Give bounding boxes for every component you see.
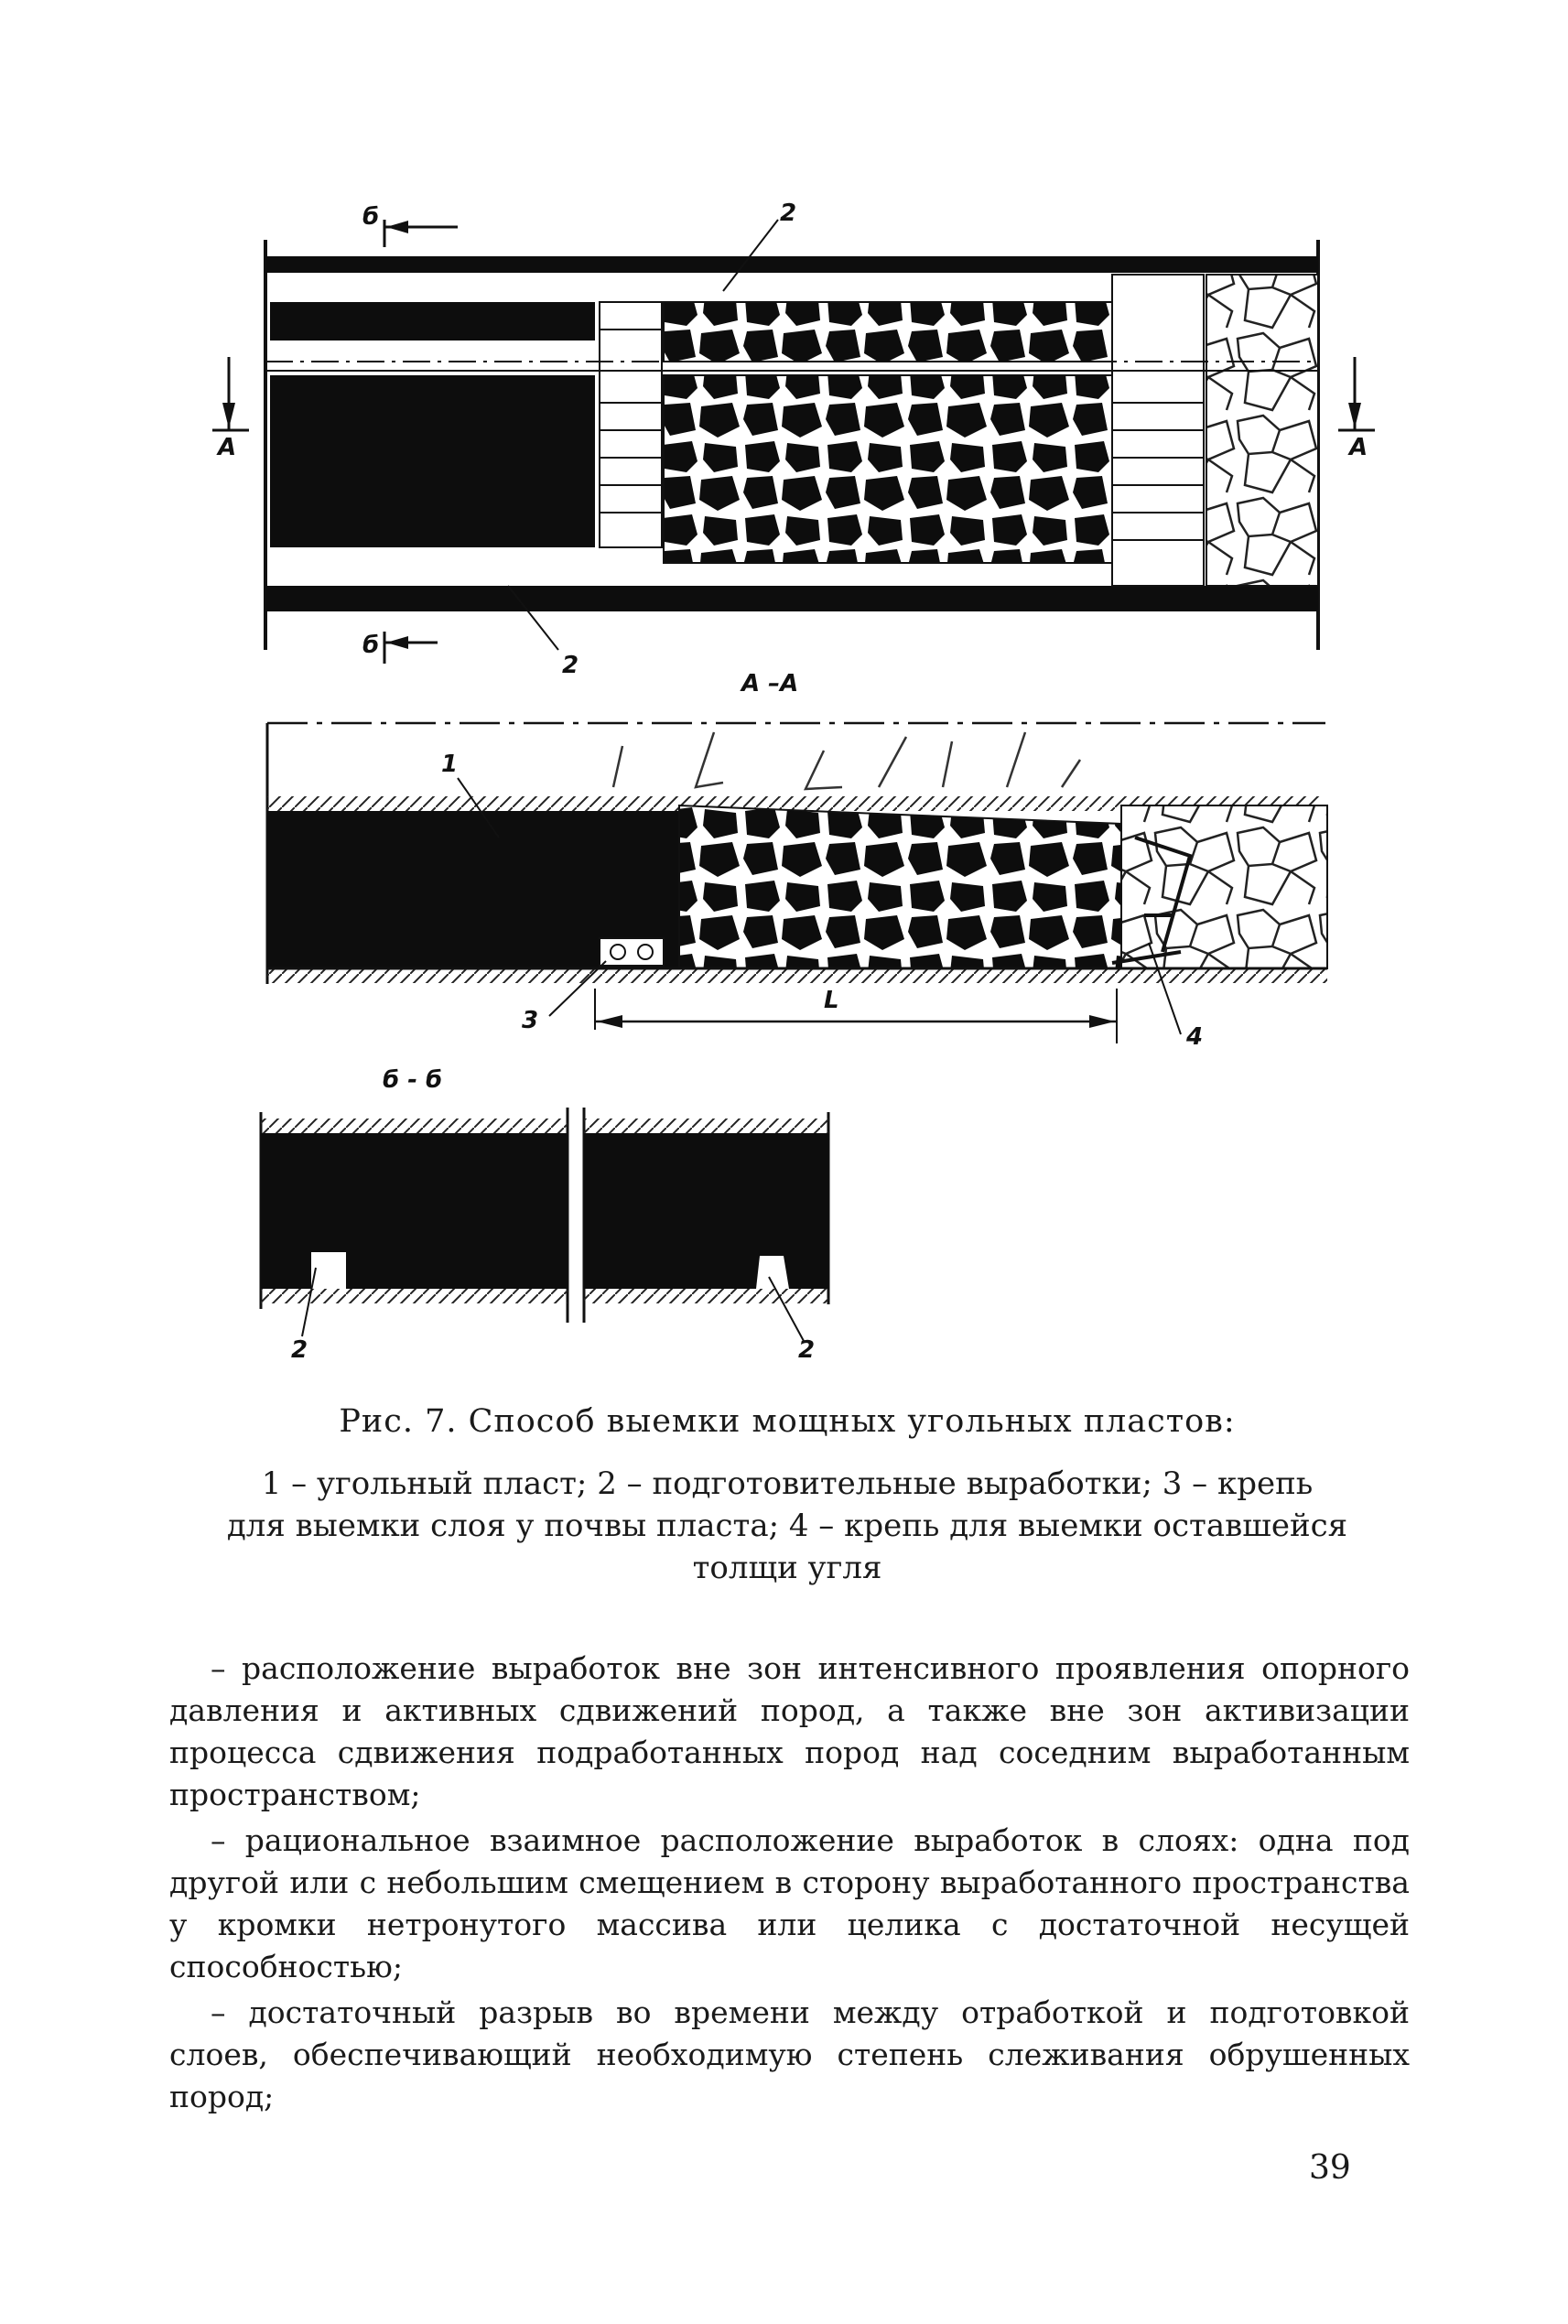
section-aa-view — [267, 723, 1327, 1043]
section-mark-a-left: А — [218, 434, 237, 461]
body-text — [169, 1648, 1410, 2122]
dimension-label-L: L — [824, 987, 839, 1014]
section-mark-a-right: А — [1349, 434, 1368, 461]
section-mark-b-top: б — [362, 203, 380, 231]
label-2-bottom: 2 — [562, 652, 579, 679]
paragraph-2: – рациональное взаимное расположение выработок в слоях: одна под другой или с небольшим смещением в сторону выработанного пространства у кромки нетронутого массива или целика с достаточной несущей способностью; — [169, 1822, 1410, 1984]
label-3: 3 — [522, 1007, 539, 1034]
label-2-bb-right: 2 — [798, 1336, 816, 1364]
figure-caption: Рис. 7. Способ выемки мощных угольных пластов: — [339, 1403, 1236, 1440]
section-title-bb: б - б — [383, 1066, 443, 1094]
label-1: 1 — [441, 751, 459, 778]
paragraph-3: – достаточный разрыв во времени между отработкой и подготовкой слоев, обеспечивающий необходимую степень слеживания обрушенных пород; — [169, 1994, 1410, 2114]
section-bb-view — [261, 1108, 828, 1341]
figure-legend — [165, 1463, 1410, 1589]
label-2-bb-left: 2 — [291, 1336, 308, 1364]
label-4: 4 — [1186, 1023, 1204, 1051]
page-number: 39 — [1309, 2149, 1351, 2187]
paragraph-1: – расположение выработок вне зон интенсивного проявления опорного давления и активных сдвижений пород, а также вне зон активизации процесса сдвижения подработанных пород над соседним выработанным пространством; — [169, 1650, 1410, 1812]
section-mark-b-bottom: б — [362, 632, 380, 659]
label-2-top: 2 — [780, 200, 797, 227]
legend-line-2: для выемки слоя у почвы пласта; 4 – крепь для выемки оставшейся — [226, 1508, 1348, 1544]
legend-line-1: 1 – угольный пласт; 2 – подготовительные выработки; 3 – крепь — [261, 1465, 1314, 1502]
plan-view — [212, 220, 1375, 664]
section-title-aa: А –А — [741, 670, 799, 697]
legend-line-3: толщи угля — [692, 1550, 882, 1586]
